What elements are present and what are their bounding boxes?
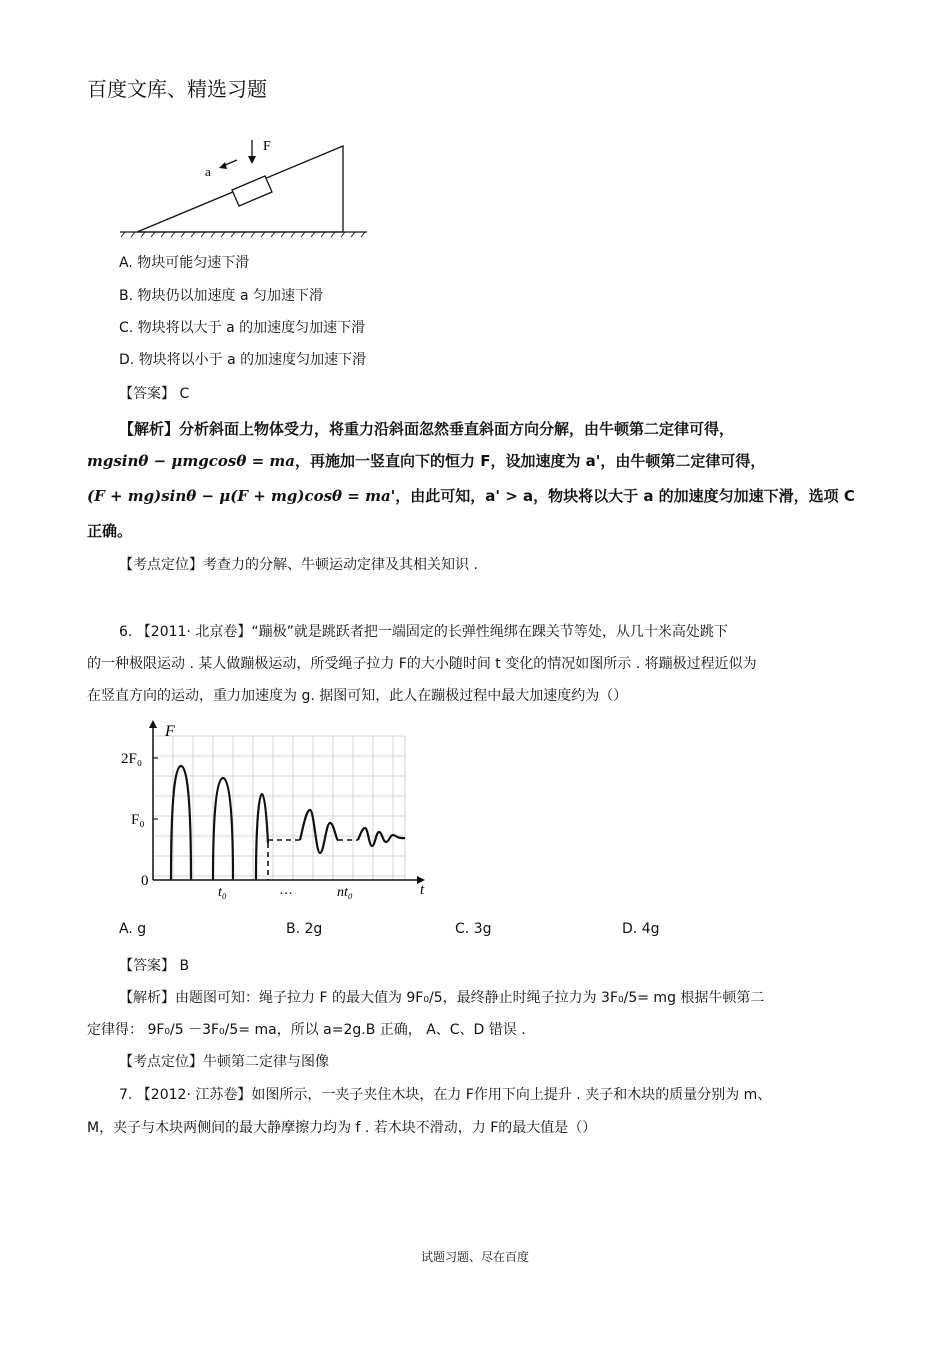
force-label: F [263, 139, 271, 154]
block [232, 176, 272, 206]
tick-t0: t₀ [218, 885, 227, 900]
q6-analysis-line2: 定律得： 9F₀/5 －3F₀/5= ma，所以 a=2g.B 正确， A、C、D 错误 . [87, 1022, 526, 1038]
q5-option-c: C. 物块将以大于 a 的加速度匀加速下滑 [119, 320, 366, 336]
q6-answer: 【答案】 B [119, 958, 190, 974]
force-time-graph [115, 718, 435, 903]
q6-analysis-line1: 【解析】由题图可知：绳子拉力 F 的最大值为 9F₀/5，最终静止时绳子拉力为 3F₀/5= mg 根据牛顿第二 [119, 990, 765, 1006]
tick-2f0: 2F₀ [121, 751, 143, 767]
q6-stem-line3: 在竖直方向的运动，重力加速度为 g. 据图可知，此人在蹦极过程中最大加速度约为（） [87, 688, 628, 704]
ground-hatch [121, 232, 365, 237]
accel-label: a [205, 164, 211, 179]
q5-analysis-line1: 【解析】分析斜面上物体受力，将重力沿斜面忽然垂直斜面方向分解，由牛顿第二定律可得， [119, 420, 735, 438]
tick-nt0: nt₀ [337, 885, 353, 900]
q5-analysis-line2: mgsinθ − μmgcosθ = ma，再施加一竖直向下的恒力 F，设加速度为 a'，由牛顿第二定律可得， [87, 452, 766, 470]
q6-option-d: D. 4g [622, 921, 660, 937]
incline-figure [115, 132, 375, 242]
x-axis-label: t [420, 882, 425, 898]
q7-stem-line1: 7. 【2012· 江苏卷】如图所示，一夹子夹住木块，在力 F作用下向上提升 . 夹子和木块的质量分别为 m、 [119, 1087, 772, 1103]
q6-option-a: A. g [119, 921, 147, 937]
q6-kaodian: 【考点定位】牛顿第二定律与图像 [119, 1054, 329, 1070]
q7-stem-line2: M，夹子与木块两侧间的最大静摩擦力均为 f . 若木块不滑动，力 F的最大值是（） [87, 1120, 597, 1136]
force-curve [171, 766, 405, 880]
q5-analysis-line3: (F + mg)sinθ − μ(F + mg)cosθ = ma'，由此可知，a' > a，物块将以大于 a 的加速度匀加速下滑，选项 C [87, 487, 855, 505]
tick-0: 0 [141, 873, 149, 889]
q5-option-a: A. 物块可能匀速下滑 [119, 255, 250, 271]
q6-stem-line1: 6. 【2011· 北京卷】“蹦极”就是跳跃者把一端固定的长弹性绳绑在踝关节等处，从几十米高处跳下 [119, 624, 728, 640]
q5-analysis-line4: 正确。 [87, 522, 133, 540]
q5-option-b: B. 物块仍以加速度 a 匀加速下滑 [119, 288, 323, 304]
tick-dots: … [279, 883, 293, 898]
q5-option-d: D. 物块将以小于 a 的加速度匀加速下滑 [119, 352, 367, 368]
tick-f0: F₀ [131, 812, 145, 828]
q6-option-c: C. 3g [455, 921, 492, 937]
q6-option-b: B. 2g [286, 921, 323, 937]
y-axis-label: F [165, 723, 175, 740]
q5-answer: 【答案】 C [119, 386, 190, 402]
page-header: 百度文库、精选习题 [87, 77, 267, 101]
q5-kaodian: 【考点定位】考查力的分解、牛顿运动定律及其相关知识 . [119, 557, 478, 573]
page-footer: 试题习题、尽在百度 [420, 1250, 529, 1264]
q6-stem-line2: 的一种极限运动 . 某人做蹦极运动，所受绳子拉力 F的大小随时间 t 变化的情况如图所示 . 将蹦极过程近似为 [87, 656, 757, 672]
